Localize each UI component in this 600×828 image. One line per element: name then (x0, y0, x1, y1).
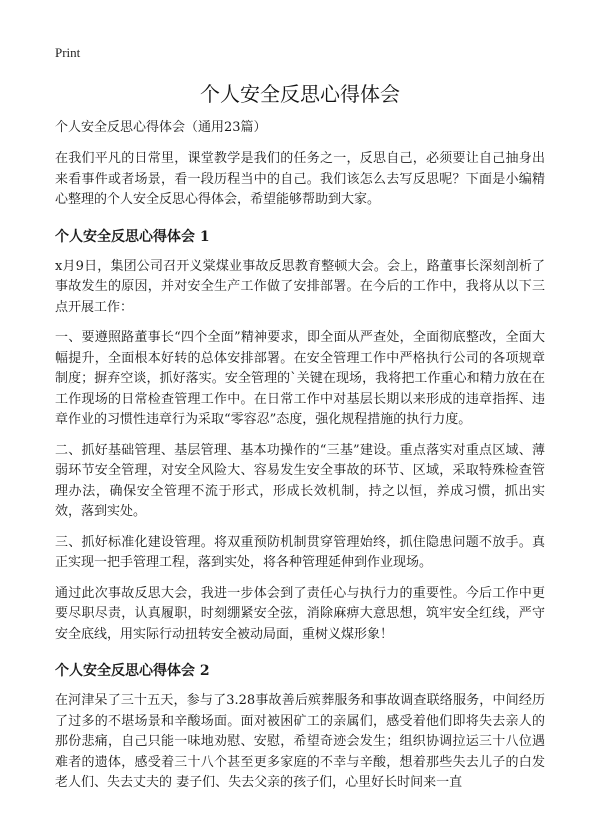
paragraph: x月9日，集团公司召开义棠煤业事故反思教育整顿大会。会上，路董事长深刻剖析了事故发生的原因，并对安全生产工作做了安排部署。在今后的工作中，我将从以下三点开展工作： (55, 258, 545, 315)
page-title: 个人安全反思心得体会 (200, 82, 400, 106)
paragraph: 通过此次事故反思大会，我进一步体会到了责任心与执行力的重要性。今后工作中更要尽职尽责，认真履职，时刻绷紧安全弦，消除麻痹大意思想，筑牢安全红线，严守安全底线，用实际行动扭转安全被动局面，重树义煤形象！ (55, 585, 545, 642)
section-heading: 个人安全反思心得体会 2 (55, 663, 210, 679)
paragraph: 三、抓好标准化建设管理。将双重预防机制贯穿管理始终，抓住隐患问题不放手。真正实现一把手管理工程，落到实处，将各种管理延伸到作业现场。 (55, 534, 545, 570)
paragraph: 在河津呆了三十五天，参与了3.28事故善后殡葬服务和事故调查联络服务，中间经历了过多的不堪场景和辛酸场面。面对被困矿工的亲属们，感受着他们即将失去亲人的那份悲痛，自己只能一味地劝慰、安慰，希望奇迹会发生；组织协调拉运三十八位遇难者的遗体，感受着三十八个甚至更多家庭的不幸与辛酸，想着那些失去儿子的白发老人们、失去丈夫的 妻子们、失去父亲的孩子们，心里好长时间来一直 (55, 693, 545, 790)
paragraph: 一、要遵照路董事长“四个全面”精神要求，即全面从严查处，全面彻底整改，全面大幅提升，全面根本好转的总体安排部署。在安全管理工作中严格执行公司的各项规章制度；摒弃空谈，抓好落实。安全管理的`关键在现场，我将把工作重心和精力放在在工作现场的日常检查管理工作中。在日常工作中对基层长期以来形成的违章指挥、违章作业的习惯性违章行为采取“零容忍”态度，强化规程措施的执行力度。 (55, 330, 545, 427)
section-heading: 个人安全反思心得体会 1 (55, 228, 210, 245)
print-link[interactable]: Print (55, 45, 81, 60)
article-subtitle: 个人安全反思心得体会（通用23篇） (55, 120, 267, 135)
paragraph: 二、抓好基础管理、基层管理、基本功操作的“三基”建设。重点落实对重点区域、薄弱环节安全管理，对安全风险大、容易发生安全事故的环节、区域，采取特殊检查管理办法，确保安全管理不流于形式，形成长效机制，持之以恒，养成习惯，抓出实效，落到实处。 (55, 442, 545, 519)
article-body (55, 118, 545, 804)
intro-paragraph: 在我们平凡的日常里，课堂教学是我们的任务之一，反思自己，必须要让自己抽身出来看事件或者场景，看一段历程当中的自己。我们该怎么去写反思呢？下面是小编精心整理的个人安全反思心得体会，希望能够帮助到大家。 (55, 151, 545, 207)
